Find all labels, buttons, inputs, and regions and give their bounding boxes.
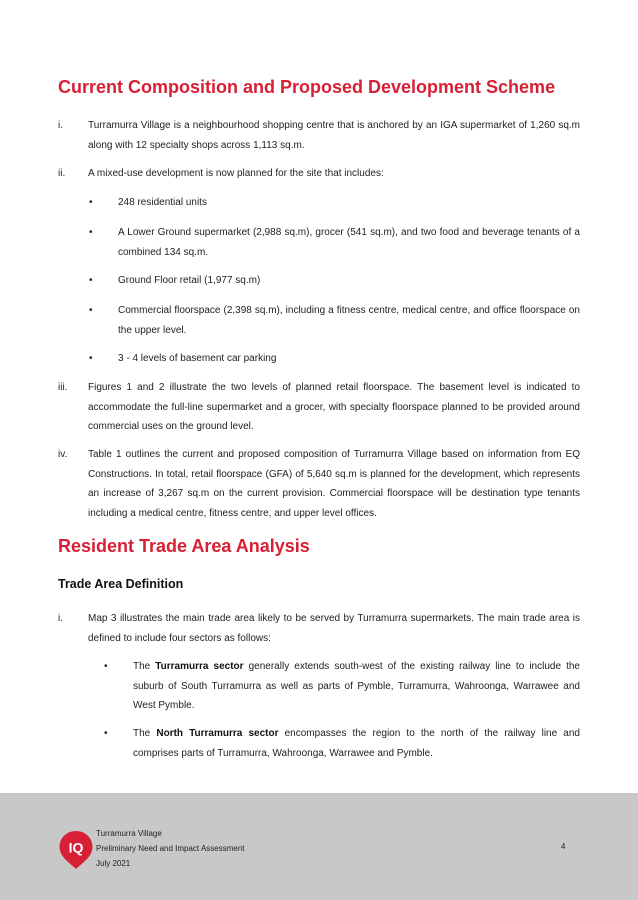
paragraph-item-iii: Figures 1 and 2 illustrate the two levels of planned retail floorspace. The basement level is indicated to accommodate the full-line supermarket and a grocer, with specialty floorspace planned to be provided around commercial uses on the ground level. — [88, 382, 580, 432]
bullet-item: 248 residential units — [118, 197, 207, 208]
sector-name: Turramurra sector — [155, 661, 244, 672]
section-heading-composition: Current Composition and Proposed Development Scheme — [58, 77, 556, 97]
footer-subtitle: Preliminary Need and Impact Assessment — [96, 844, 245, 853]
bullet-icon: • — [104, 728, 108, 739]
bullet-item: Ground Floor retail (1,977 sq.m) — [118, 275, 261, 286]
bullet-icon: • — [89, 227, 93, 238]
footer-text — [96, 826, 245, 871]
bullet-icon: • — [89, 197, 93, 208]
bullet-turramurra-sector: The Turramurra sector generally extends south-west of the existing railway line to include the suburb of South Turramurra as well as parts of Pymble, Turramurra, Wahroonga, Warrawee and West Pymble. — [133, 661, 580, 711]
bullet-item: Commercial floorspace (2,398 sq.m), including a fitness centre, medical centre, and office floorspace on the upper level. — [118, 305, 580, 336]
list-number: iii. — [58, 382, 68, 393]
list-number: i. — [58, 120, 63, 131]
footer-title: Turramurra Village — [96, 829, 162, 838]
list-number: iv. — [58, 449, 68, 460]
bullet-item: 3 - 4 levels of basement car parking — [118, 353, 277, 364]
bullet-icon: • — [89, 305, 93, 316]
list-number: ii. — [58, 168, 66, 179]
page-number: 4 — [561, 842, 566, 851]
bullet-icon: • — [89, 275, 93, 286]
sector-name: North Turramurra sector — [156, 728, 279, 739]
paragraph-item-ii: A mixed-use development is now planned for the site that includes: — [88, 168, 384, 179]
svg-text:IQ: IQ — [68, 839, 84, 856]
section-heading-trade-area: Resident Trade Area Analysis — [58, 536, 310, 556]
subheading-trade-area-definition: Trade Area Definition — [58, 577, 184, 591]
paragraph-item-i: Turramurra Village is a neighbourhood shopping centre that is anchored by an IGA supermarket of 1,260 sq.m along with 12 specialty shops across 1,113 sq.m. — [88, 120, 580, 151]
iq-logo-icon — [58, 830, 94, 870]
bullet-item: A Lower Ground supermarket (2,988 sq.m), grocer (541 sq.m), and two food and beverage tenants of a combined 134 sq.m. — [118, 227, 580, 258]
bullet-icon: • — [104, 661, 108, 672]
bullet-icon: • — [89, 353, 93, 364]
footer-date: July 2021 — [96, 859, 131, 868]
bullet-north-turramurra-sector: The North Turramurra sector encompasses the region to the north of the railway line and comprises parts of Turramurra, Wahroonga, Warrawee and Pymble. — [133, 728, 580, 759]
paragraph-item-iv: Table 1 outlines the current and proposed composition of Turramurra Village based on information from EQ Constructions. In total, retail floorspace (GFA) of 5,640 sq.m is planned for the development, which represents an increase of 3,267 sq.m on the current provision. Commercial floorspace will be destination type tenants including a medical centre, fitness centre, and upper level offices. — [88, 449, 580, 519]
paragraph-trade-area-i: Map 3 illustrates the main trade area likely to be served by Turramurra supermarkets. The main trade area is defined to include four sectors as follows: — [88, 613, 580, 644]
list-number: i. — [58, 613, 63, 624]
